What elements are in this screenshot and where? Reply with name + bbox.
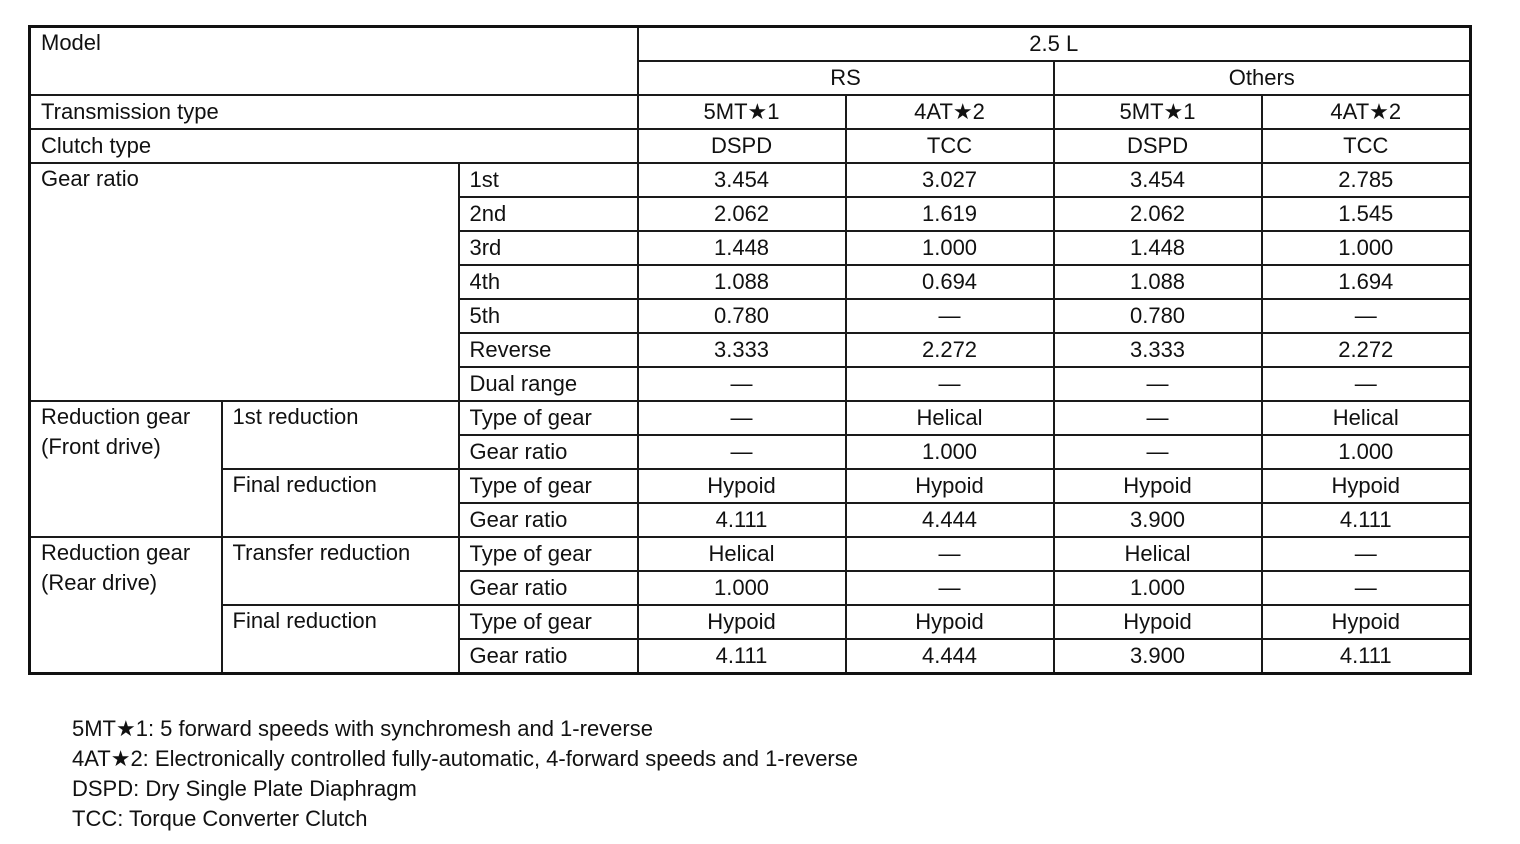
cell: 3.027 (846, 163, 1054, 197)
cell: 1.619 (846, 197, 1054, 231)
header-row-engine (30, 27, 1471, 62)
label-line: (Front drive) (41, 434, 161, 459)
cell: — (1054, 435, 1262, 469)
cell: 1.448 (638, 231, 846, 265)
model-label: Model (30, 27, 638, 96)
cell: — (638, 435, 846, 469)
cell: — (846, 367, 1054, 401)
group-label: 1st reduction (222, 401, 459, 469)
group-rs-header: RS (638, 61, 1054, 95)
rear-reduction-row (30, 537, 1471, 571)
sub-label: Type of gear (459, 469, 638, 503)
front-reduction-row (30, 401, 1471, 435)
cell: Hypoid (1054, 469, 1262, 503)
cell: 1.000 (846, 435, 1054, 469)
sub-label: 1st (459, 163, 638, 197)
cell: — (1054, 367, 1262, 401)
sub-label: 5th (459, 299, 638, 333)
cell: Helical (1262, 401, 1471, 435)
cell: Hypoid (638, 605, 846, 639)
cell: TCC (846, 129, 1054, 163)
cell: DSPD (638, 129, 846, 163)
cell: 1.088 (1054, 265, 1262, 299)
group-others-header: Others (1054, 61, 1471, 95)
cell: 4.111 (1262, 503, 1471, 537)
rear-reduction-label (30, 537, 222, 674)
cell: 4AT★2 (846, 95, 1054, 129)
group-label: Transfer reduction (222, 537, 459, 605)
cell: 3.333 (1054, 333, 1262, 367)
cell: 1.088 (638, 265, 846, 299)
sub-label: Type of gear (459, 605, 638, 639)
cell: 0.780 (638, 299, 846, 333)
front-reduction-label (30, 401, 222, 537)
group-label: Final reduction (222, 605, 459, 674)
row-label: Clutch type (30, 129, 638, 163)
cell: — (846, 571, 1054, 605)
footnote: 4AT★2: Electronically controlled fully-automatic, 4-forward speeds and 1-reverse (72, 746, 858, 771)
cell: — (1262, 367, 1471, 401)
cell: Helical (1054, 537, 1262, 571)
sub-label: Gear ratio (459, 435, 638, 469)
cell: 1.000 (1054, 571, 1262, 605)
cell: Hypoid (1262, 469, 1471, 503)
cell: 4.444 (846, 639, 1054, 674)
sub-label: Dual range (459, 367, 638, 401)
cell: Hypoid (638, 469, 846, 503)
cell: Hypoid (1262, 605, 1471, 639)
cell: 1.000 (1262, 435, 1471, 469)
engine-header: 2.5 L (638, 27, 1471, 62)
cell: 3.900 (1054, 639, 1262, 674)
transmission-spec-table (28, 25, 1472, 675)
front-reduction-row (30, 469, 1471, 503)
cell: — (846, 299, 1054, 333)
cell: 0.694 (846, 265, 1054, 299)
sub-label: 3rd (459, 231, 638, 265)
gear-ratio-row (30, 163, 1471, 197)
group-label: Final reduction (222, 469, 459, 537)
cell: 1.545 (1262, 197, 1471, 231)
cell: 4.111 (1262, 639, 1471, 674)
label-line: Reduction gear (41, 404, 191, 429)
cell: 0.780 (1054, 299, 1262, 333)
sub-label: Gear ratio (459, 503, 638, 537)
cell: 2.272 (1262, 333, 1471, 367)
row-label: Transmission type (30, 95, 638, 129)
sub-label: 4th (459, 265, 638, 299)
cell: 2.272 (846, 333, 1054, 367)
cell: 5MT★1 (638, 95, 846, 129)
sub-label: Type of gear (459, 401, 638, 435)
cell: 2.785 (1262, 163, 1471, 197)
cell: — (1262, 299, 1471, 333)
cell: — (638, 367, 846, 401)
cell: 4.111 (638, 503, 846, 537)
cell: 5MT★1 (1054, 95, 1262, 129)
cell: 1.000 (846, 231, 1054, 265)
cell: — (846, 537, 1054, 571)
cell: Hypoid (846, 469, 1054, 503)
cell: Helical (638, 537, 846, 571)
label-line: (Rear drive) (41, 570, 158, 595)
cell: DSPD (1054, 129, 1262, 163)
cell: 1.000 (1262, 231, 1471, 265)
gear-ratio-label: Gear ratio (30, 163, 459, 401)
footnote: TCC: Torque Converter Clutch (72, 806, 368, 831)
cell: Helical (846, 401, 1054, 435)
cell: — (1054, 401, 1262, 435)
cell: 3.454 (638, 163, 846, 197)
cell: 4AT★2 (1262, 95, 1471, 129)
cell: 4.111 (638, 639, 846, 674)
cell: — (1262, 537, 1471, 571)
cell: — (1262, 571, 1471, 605)
footnote: DSPD: Dry Single Plate Diaphragm (72, 776, 417, 801)
sub-label: Reverse (459, 333, 638, 367)
sub-label: Type of gear (459, 537, 638, 571)
cell: Hypoid (846, 605, 1054, 639)
cell: 1.694 (1262, 265, 1471, 299)
cell: 1.448 (1054, 231, 1262, 265)
clutch-type-row (30, 129, 1471, 163)
sub-label: Gear ratio (459, 639, 638, 674)
footnotes (72, 714, 858, 834)
label-line: Reduction gear (41, 540, 191, 565)
sub-label: 2nd (459, 197, 638, 231)
cell: 2.062 (638, 197, 846, 231)
cell: 3.900 (1054, 503, 1262, 537)
cell: 3.333 (638, 333, 846, 367)
cell: 4.444 (846, 503, 1054, 537)
transmission-type-row (30, 95, 1471, 129)
cell: 1.000 (638, 571, 846, 605)
cell: 2.062 (1054, 197, 1262, 231)
footnote: 5MT★1: 5 forward speeds with synchromesh and 1-reverse (72, 716, 653, 741)
rear-reduction-row (30, 605, 1471, 639)
sub-label: Gear ratio (459, 571, 638, 605)
cell: 3.454 (1054, 163, 1262, 197)
cell: — (638, 401, 846, 435)
cell: TCC (1262, 129, 1471, 163)
cell: Hypoid (1054, 605, 1262, 639)
